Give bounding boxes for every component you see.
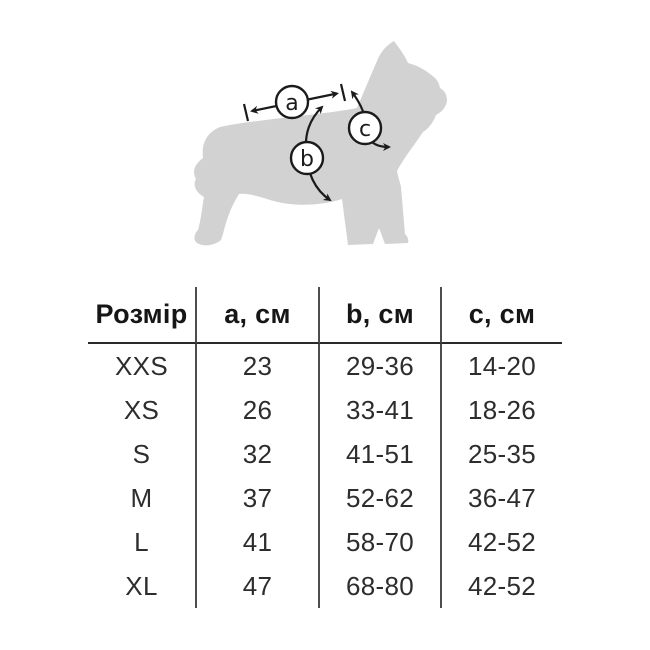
measurement-c-label: c <box>358 117 372 142</box>
measurement-a-tick-left <box>244 104 248 121</box>
table-row-xs <box>88 388 562 432</box>
size-table-header-row <box>88 287 562 344</box>
cell-a: 37 <box>197 476 320 520</box>
measurement-b-badge <box>291 142 323 174</box>
dog-silhouette <box>194 41 447 245</box>
cell-c: 42-52 <box>468 526 536 557</box>
header-cell-c: c, см <box>442 287 562 344</box>
cell-b: 41-51 <box>320 432 442 476</box>
dog-measurement-figure <box>0 0 650 285</box>
cell-size: L <box>88 520 197 564</box>
cell-a: 47 <box>197 564 320 608</box>
cell-size: XXS <box>88 344 197 388</box>
cell-c: 25-35 <box>468 438 536 469</box>
cell-size: XS <box>88 388 197 432</box>
cell-b: 68-80 <box>320 564 442 608</box>
measurement-c-badge <box>349 112 381 144</box>
table-row-m <box>88 476 562 520</box>
cell-size: M <box>88 476 197 520</box>
cell-a: 41 <box>197 520 320 564</box>
cell-size: XL <box>88 564 197 608</box>
cell-a: 23 <box>197 344 320 388</box>
cell-c: 14-20 <box>468 350 536 381</box>
cell-a: 32 <box>197 432 320 476</box>
header-cell-b: b, см <box>320 287 442 344</box>
measurement-a-label: a <box>285 91 299 116</box>
measurement-b-label: b <box>300 147 314 172</box>
cell-b: 29-36 <box>320 344 442 388</box>
table-row-s <box>88 432 562 476</box>
measurement-a-tick-right <box>341 84 345 101</box>
table-row-l <box>88 520 562 564</box>
cell-a: 26 <box>197 388 320 432</box>
header-cell-a: a, см <box>197 287 320 344</box>
cell-c: 42-52 <box>468 570 536 601</box>
cell-size: S <box>88 432 197 476</box>
measurement-a-badge <box>276 86 308 118</box>
cell-c: 18-26 <box>468 394 536 425</box>
cell-b: 33-41 <box>320 388 442 432</box>
cell-c: 36-47 <box>468 482 536 513</box>
header-cell-size: Розмір <box>88 287 197 344</box>
cell-b: 52-62 <box>320 476 442 520</box>
table-row-xl <box>88 564 562 608</box>
size-table <box>88 287 562 608</box>
table-row-xxs <box>88 344 562 388</box>
cell-b: 58-70 <box>320 520 442 564</box>
